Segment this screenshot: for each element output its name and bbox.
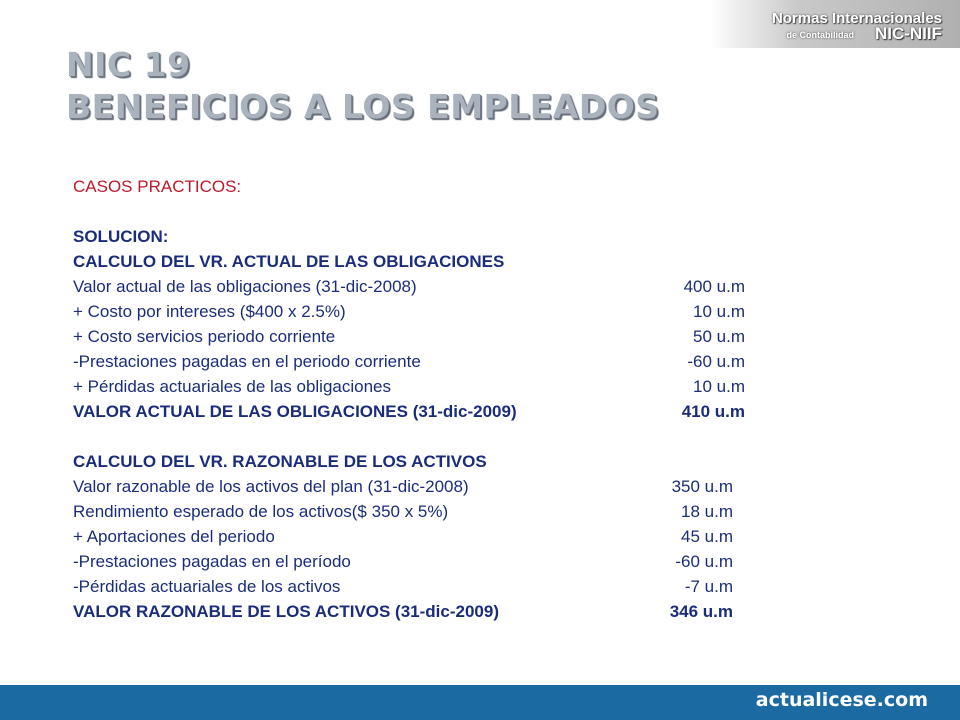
total-row — [73, 599, 773, 624]
calc-row — [73, 274, 773, 299]
total-amount: 410 u.m — [681, 402, 745, 421]
calc-row — [73, 474, 773, 499]
row-label: Valor actual de las obligaciones (31-dic-2008) — [73, 277, 417, 296]
calc-row — [73, 324, 773, 349]
footer-bar — [0, 685, 960, 720]
row-amount: -60 u.m — [687, 352, 745, 371]
row-amount: 10 u.m — [693, 377, 745, 396]
cases-heading: CASOS PRACTICOS: — [73, 177, 242, 196]
nic-niif-banner — [710, 0, 960, 48]
row-amount: -60 u.m — [675, 552, 733, 571]
solution-heading: SOLUCION: — [73, 227, 169, 246]
row-label: -Prestaciones pagadas en el período — [73, 552, 351, 571]
row-label: Valor razonable de los activos del plan (31-dic-2008) — [73, 477, 469, 496]
banner-line2a: de Contabilidad — [786, 30, 854, 40]
slide-title — [66, 44, 660, 128]
banner-line1: Normas Internacionales — [771, 10, 942, 27]
slide-content — [73, 174, 773, 624]
calc-row — [73, 299, 773, 324]
row-amount: 50 u.m — [693, 327, 745, 346]
section-heading: CALCULO DEL VR. RAZONABLE DE LOS ACTIVOS — [73, 452, 487, 471]
calc-row — [73, 549, 773, 574]
calc-row — [73, 524, 773, 549]
row-amount: 400 u.m — [683, 277, 745, 296]
total-amount: 346 u.m — [669, 602, 733, 621]
row-label: + Costo servicios periodo corriente — [73, 327, 336, 346]
calc-row — [73, 574, 773, 599]
footer-brand-link[interactable]: actualicese.com — [755, 689, 928, 711]
assets-section — [73, 449, 773, 624]
row-label: + Aportaciones del periodo — [73, 527, 275, 546]
total-label: VALOR RAZONABLE DE LOS ACTIVOS (31-dic-2009) — [73, 602, 499, 621]
calc-row — [73, 499, 773, 524]
row-label: Rendimiento esperado de los activos($ 350 x 5%) — [73, 502, 449, 521]
section-heading: CALCULO DEL VR. ACTUAL DE LAS OBLIGACIONES — [73, 252, 505, 271]
total-label: VALOR ACTUAL DE LAS OBLIGACIONES (31-dic-2009) — [73, 402, 517, 421]
row-amount: 10 u.m — [693, 302, 745, 321]
row-amount: 45 u.m — [681, 527, 733, 546]
row-label: -Pérdidas actuariales de los activos — [73, 577, 341, 596]
calc-row — [73, 374, 773, 399]
title-line1: NIC 19 — [66, 45, 191, 84]
row-label: + Pérdidas actuariales de las obligaciones — [73, 377, 392, 396]
title-line2: BENEFICIOS A LOS EMPLEADOS — [66, 87, 660, 126]
row-label: + Costo por intereses ($400 x 2.5%) — [73, 302, 346, 321]
obligations-section — [73, 249, 773, 424]
calc-row — [73, 349, 773, 374]
banner-line2b: NIC-NIIF — [874, 24, 942, 43]
row-label: -Prestaciones pagadas en el periodo corriente — [73, 352, 421, 371]
row-amount: -7 u.m — [684, 577, 733, 596]
total-row — [73, 399, 773, 424]
row-amount: 18 u.m — [681, 502, 733, 521]
row-amount: 350 u.m — [671, 477, 733, 496]
